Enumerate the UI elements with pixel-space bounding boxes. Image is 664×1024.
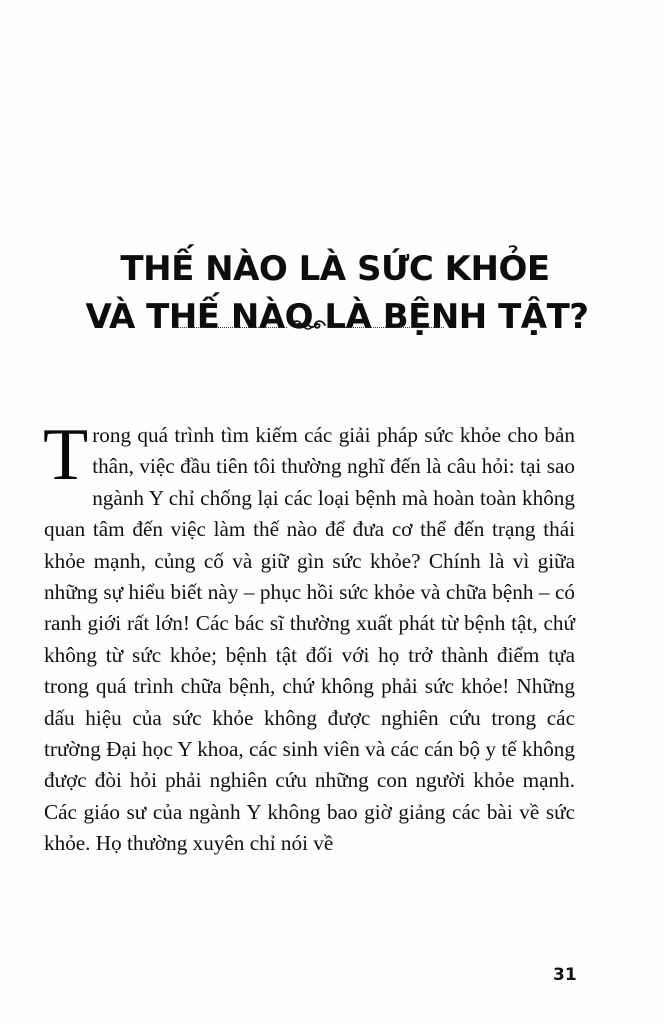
dotted-rule-right — [329, 327, 444, 328]
body-paragraph — [43, 414, 575, 860]
ornamental-flourish-icon — [289, 318, 327, 332]
paragraph-text: rong quá trình tìm kiếm các giải pháp sức khỏe cho bản thân, việc đầu tiên tôi thường nghĩ đến là câu hỏi: tại sao ngành Y chỉ chống lại các loại bệnh mà hoàn toàn không quan tâm đến việc làm thế nào để đưa cơ thể đến trạng thái khỏe mạnh, củng cố và giữ gìn sức khỏe? Chính là vì giữa những sự hiểu biết này – phục hồi sức khỏe và chữa bệnh – có ranh giới rất lớn! Các bác sĩ thường xuất phát từ bệnh tật, chứ không từ sức khỏe; bệnh tật đối với họ trở thành điểm tựa trong quá trình chữa bệnh, chứ không phải sức khỏe! Những dấu hiệu của sức khỏe không được nghiên cứu trong các trường Đại học Y khoa, các sinh viên và các cán bộ y tế không được đòi hỏi phải nghiên cứu những con người khỏe mạnh. Các giáo sư của ngành Y không bao giờ giảng các bài về sức khỏe. Họ thường xuyên chỉ nói về — [44, 423, 575, 856]
dotted-rule-left — [172, 327, 287, 328]
page-number: 31 — [553, 965, 577, 985]
ornament-divider — [172, 318, 444, 332]
drop-cap: T — [43, 414, 89, 496]
chapter-title-line-2: VÀ THẾ NÀO LÀ BỆNH TẬT? — [85, 296, 589, 337]
chapter-title-line-1: THẾ NÀO LÀ SỨC KHỎE — [120, 248, 550, 289]
